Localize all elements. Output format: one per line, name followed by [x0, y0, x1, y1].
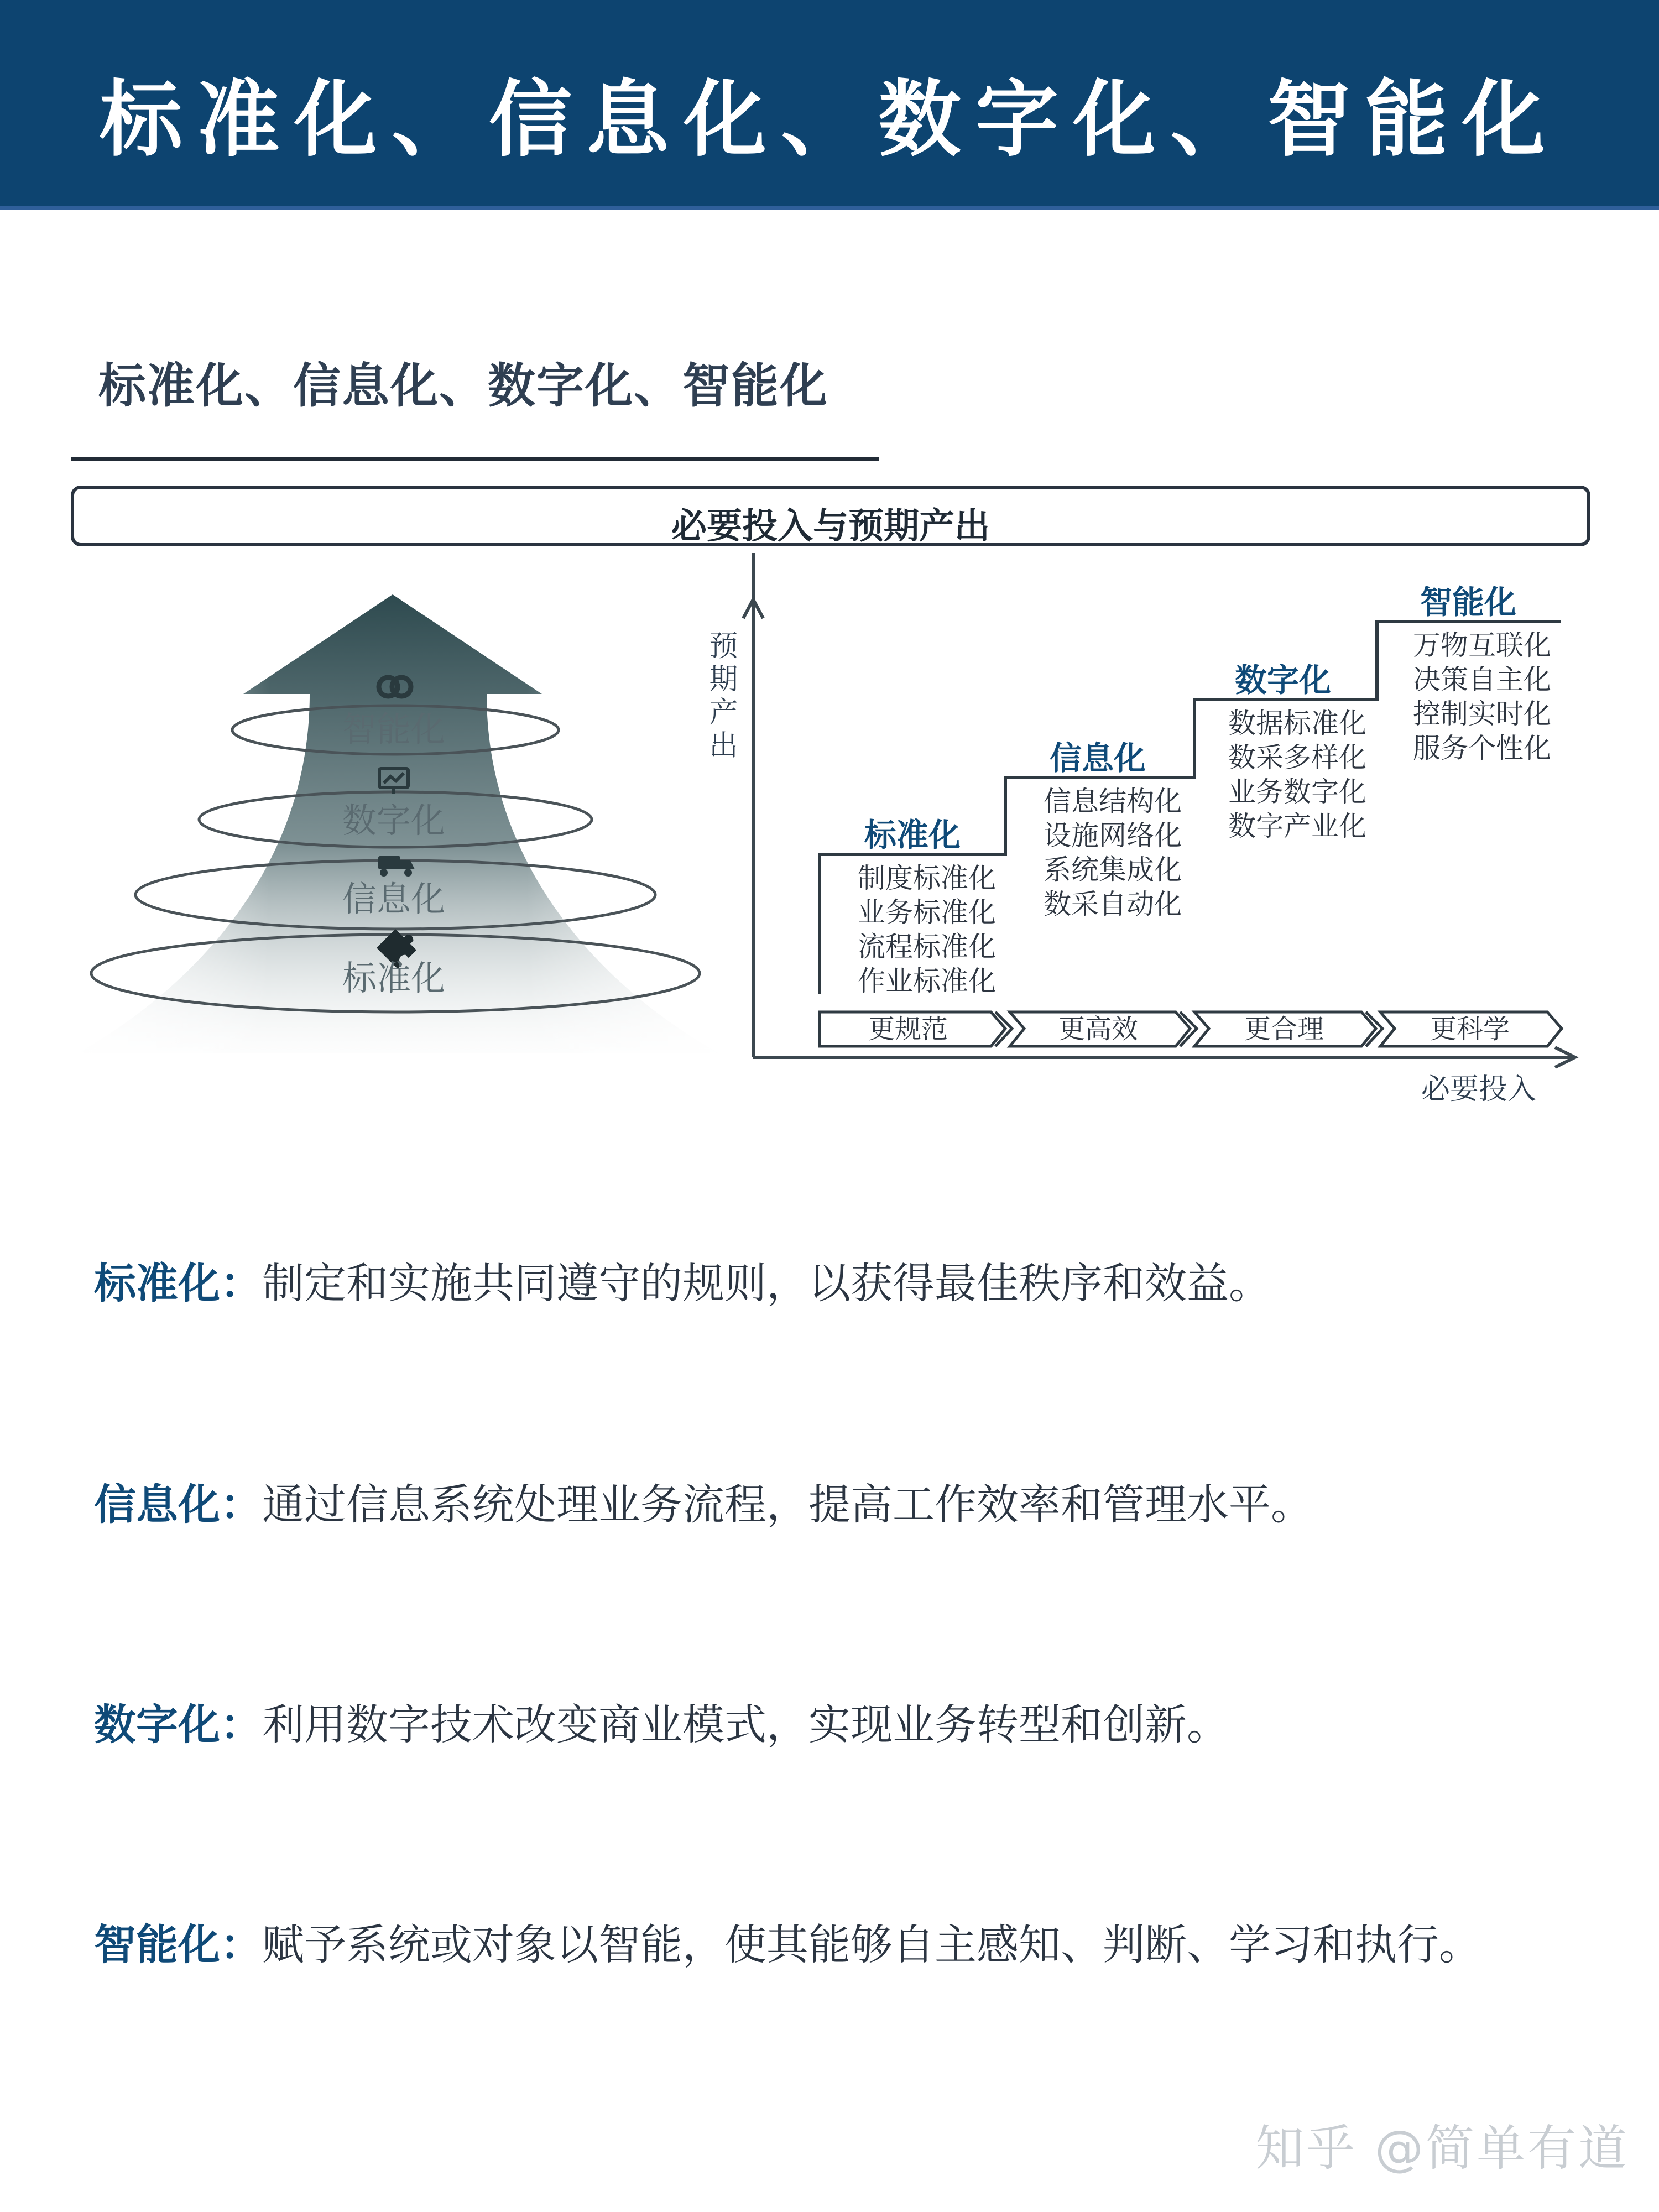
definition-text: 通过信息系统处理业务流程，提高工作效率和管理水平。	[262, 1480, 1313, 1529]
subtitle-divider	[71, 457, 879, 461]
stage-item: 信息结构化	[1044, 785, 1182, 817]
y-axis-label: 预期产出	[704, 630, 737, 763]
diagram-header-label: 必要投入与预期产出	[671, 506, 990, 547]
progress-label-3: 更合理	[1244, 1014, 1324, 1045]
pyramid-label-standardized: 标准化	[342, 958, 446, 998]
stage-item: 决策自主化	[1413, 664, 1551, 696]
progress-label-1: 更规范	[868, 1014, 948, 1045]
stage-item: 控制实时化	[1413, 698, 1551, 730]
definition-text: 制定和实施共同遵守的规则，以获得最佳秩序和效益。	[262, 1259, 1271, 1308]
stage-title-digital: 数字化	[1234, 661, 1332, 699]
definition-informatized	[94, 1471, 1313, 1531]
stage-item: 数采自动化	[1044, 888, 1182, 920]
stage-item: 业务标准化	[858, 896, 996, 928]
title-banner	[0, 0, 1659, 210]
stage-item: 业务数字化	[1228, 776, 1366, 808]
definition-text: 利用数字技术改变商业模式，实现业务转型和创新。	[262, 1700, 1229, 1749]
pyramid-label-intelligent: 智能化	[342, 709, 446, 749]
definition-term: 信息化：	[94, 1480, 262, 1529]
stage-item: 万物互联化	[1413, 629, 1551, 661]
watermark: 知乎 @简单有道	[1255, 2120, 1629, 2177]
stage-item: 数字产业化	[1228, 810, 1366, 842]
pyramid-label-digital: 数字化	[342, 800, 446, 841]
definition-digital	[94, 1691, 1229, 1751]
investment-output-diagram	[0, 553, 1659, 1128]
stage-item: 服务个性化	[1413, 732, 1551, 764]
stage-title-intelligent: 智能化	[1420, 583, 1517, 621]
diagram-header-box	[71, 486, 1590, 546]
stage-item: 制度标准化	[858, 862, 996, 894]
stage-item: 系统集成化	[1044, 854, 1182, 886]
definition-term: 标准化：	[94, 1259, 262, 1308]
x-axis-label: 必要投入	[1421, 1073, 1537, 1106]
stage-item: 设施网络化	[1044, 820, 1182, 852]
progress-label-4: 更科学	[1430, 1014, 1510, 1045]
banner-title: 标准化、信息化、数字化、智能化	[99, 72, 1559, 168]
definition-intelligent	[94, 1911, 1481, 1971]
page-subtitle: 标准化、信息化、数字化、智能化	[98, 358, 828, 414]
definition-standardized	[94, 1250, 1271, 1310]
stage-item: 数据标准化	[1228, 707, 1366, 739]
pyramid-label-informatized: 信息化	[342, 879, 446, 919]
stage-title-informatized: 信息化	[1049, 739, 1146, 777]
stage-title-standardized: 标准化	[864, 816, 961, 854]
stage-item: 作业标准化	[858, 965, 996, 997]
definition-term: 智能化：	[94, 1920, 262, 1969]
definition-term: 数字化：	[94, 1700, 262, 1749]
stage-item: 流程标准化	[858, 931, 996, 963]
stage-item: 数采多样化	[1228, 742, 1366, 774]
definition-text: 赋予系统或对象以智能，使其能够自主感知、判断、学习和执行。	[262, 1920, 1481, 1969]
progress-label-2: 更高效	[1058, 1014, 1139, 1045]
